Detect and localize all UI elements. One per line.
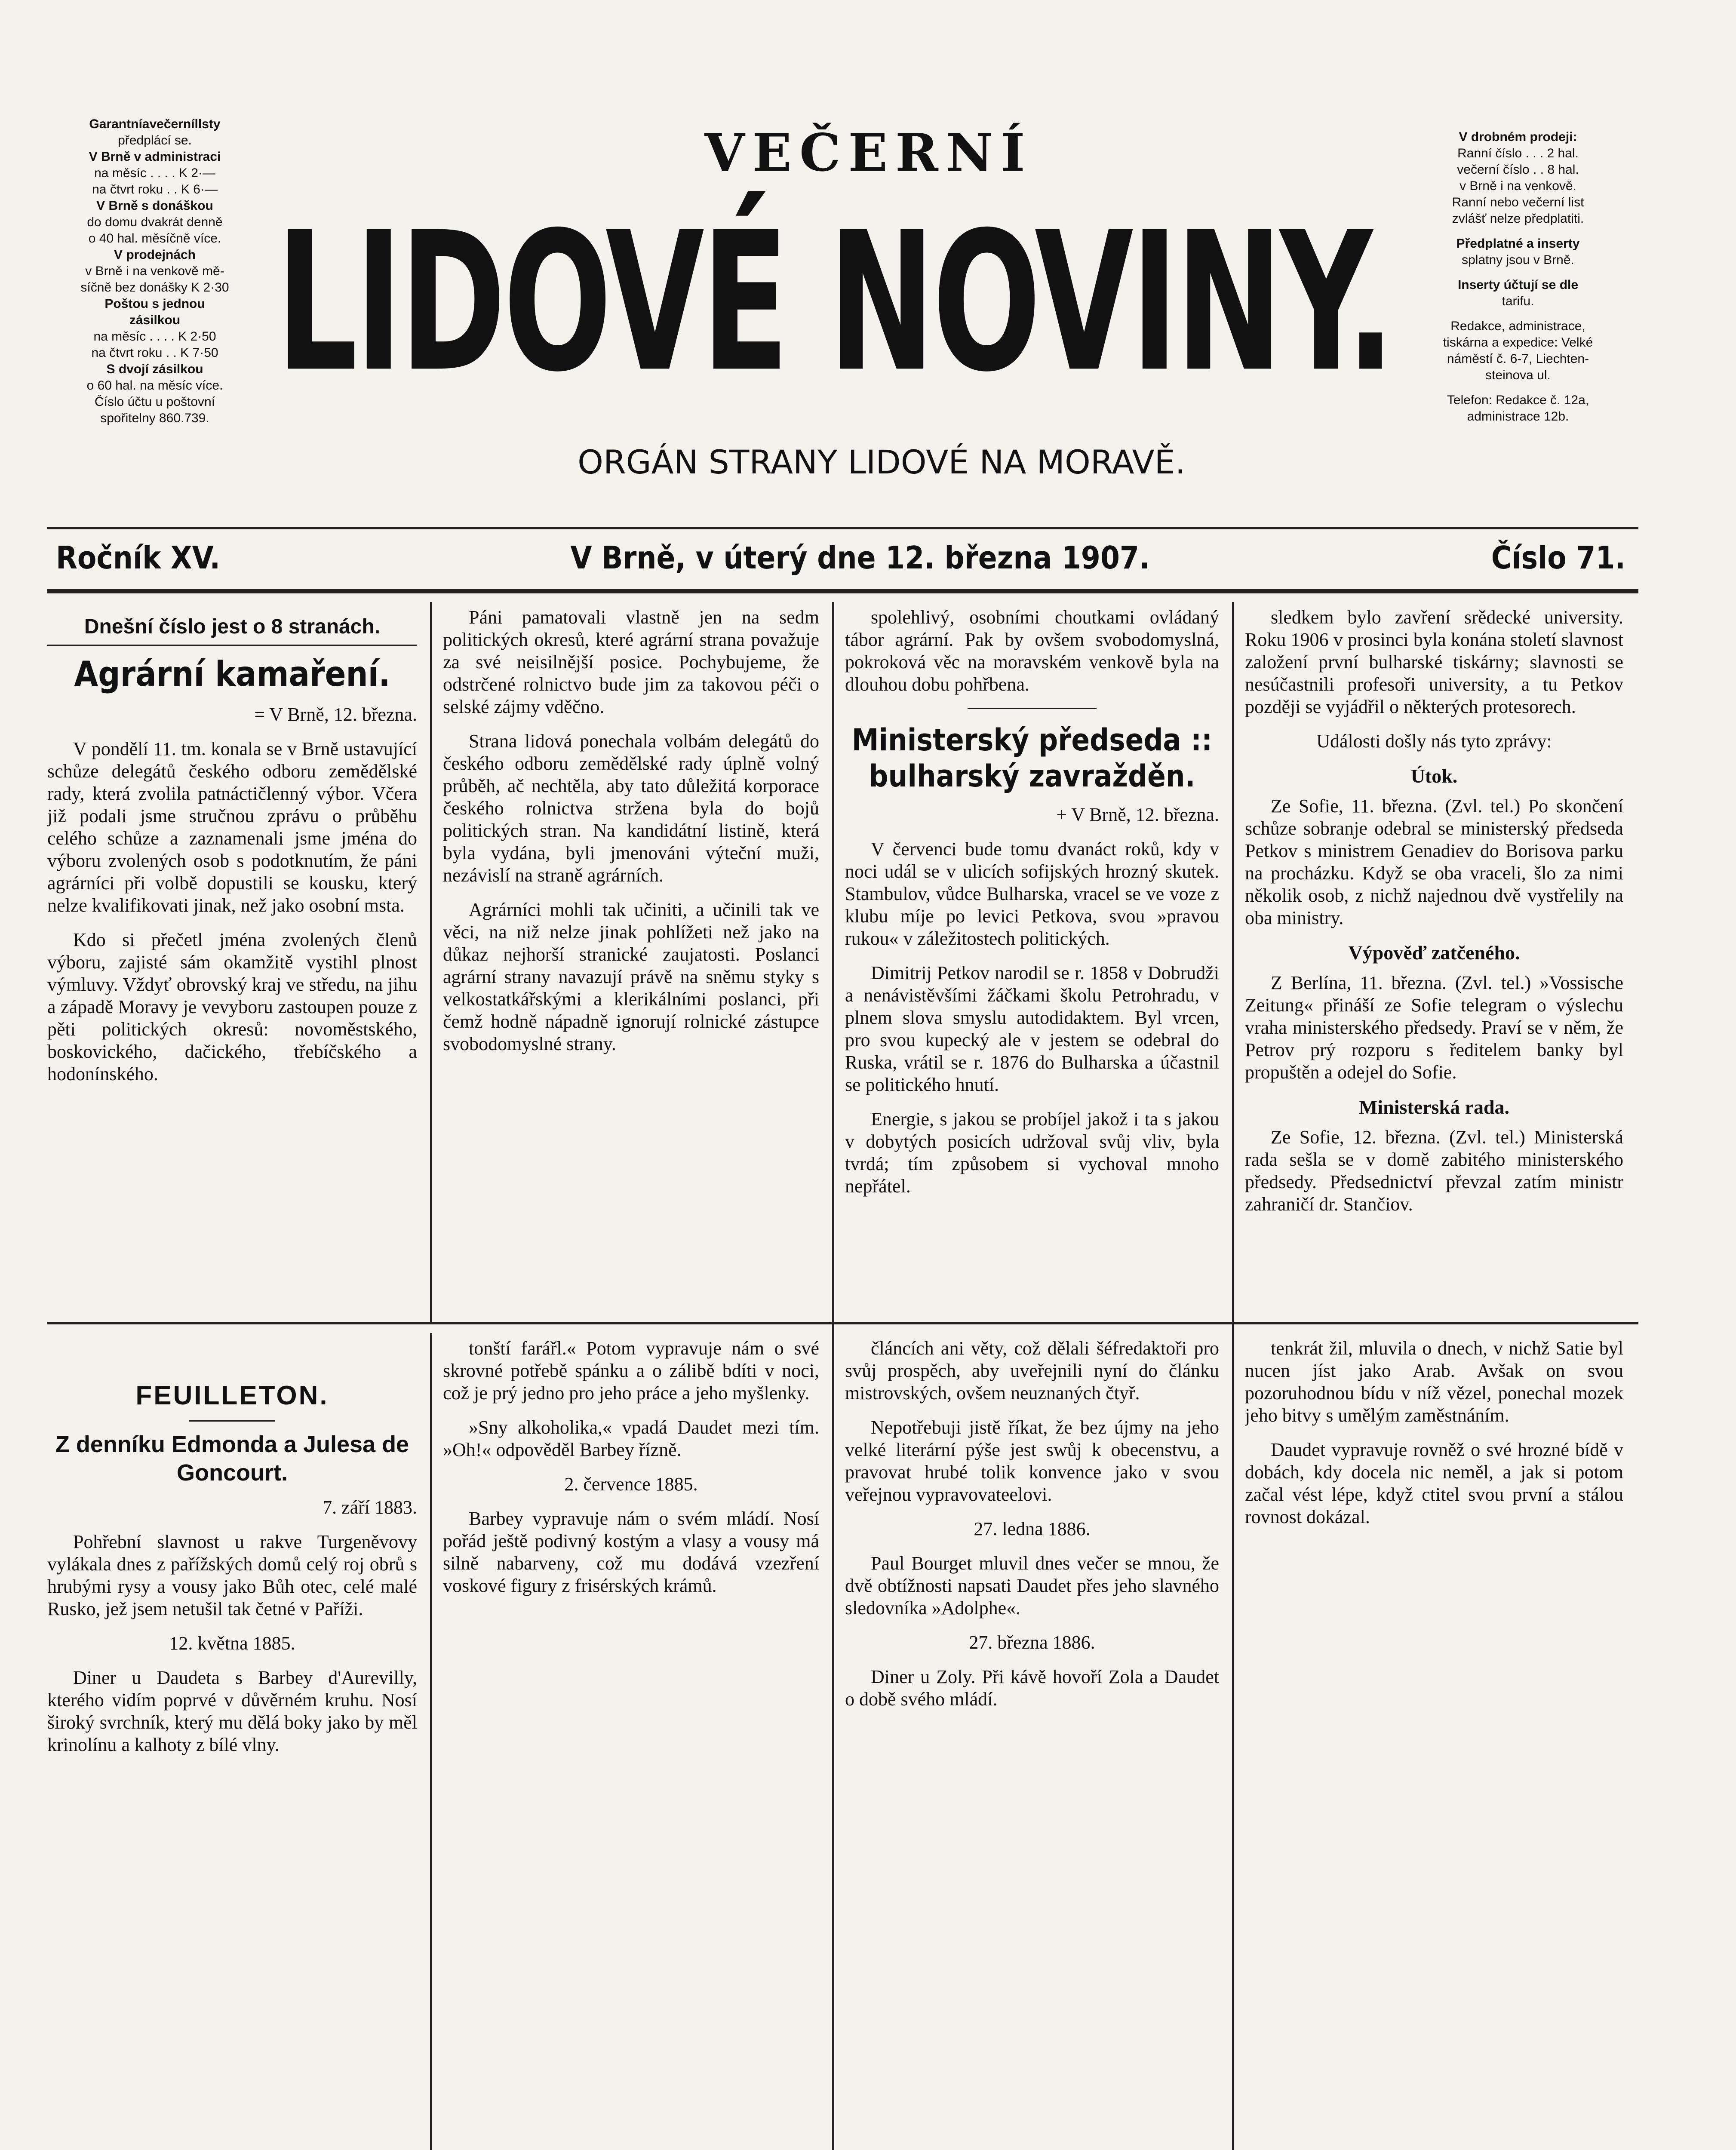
paragraph: Strana lidová ponechala volbám delegátů do českého odboru zemědělské rady úplně volný průběh, ač nechtěla, aby tato důležitá korporace českého rolnictva stržena byla do bojů politických stran. Na kandidátní listině, která byla vydána, byli jmenováni výteční muži, nezávislí na straně agrárních. xyxy=(443,731,819,886)
price-line: Předplatné a inserty xyxy=(1456,236,1580,251)
paragraph: tenkrát žil, mluvila o dnech, v nichž Satie byl nucen jíst jako Arab. Avšak on svou pozoruhodnou bídu v níž vězel, ponechal mozek jeho bitvy s umělým zaměstnáním. xyxy=(1245,1338,1623,1426)
column-rule xyxy=(832,602,834,2150)
paragraph: »Sny alkoholika,« vpadá Daudet mezi tím. »Oh!« odpověděl Barbey řízně. xyxy=(443,1417,819,1460)
feuilleton-title: Z denníku Edmonda a Julesa de Goncourt. xyxy=(55,1431,409,1486)
price-line: Ranní číslo . . . 2 hal. xyxy=(1457,146,1579,160)
paragraph: Diner u Daudeta s Barbey d'Aurevilly, kterého vidím poprvé v důvěrném kruhu. Nosí široký svrchník, který mu dělá boky jako by měl krinolínu a kalhoty z bílé vlny. xyxy=(47,1667,417,1755)
masthead-subtitle: ORGÁN STRANY LIDOVÉ NA MORAVĚ. xyxy=(578,443,1186,481)
price-line: V drobném prodeji: xyxy=(1459,130,1577,144)
paragraph: V červenci bude tomu dvanáct roků, kdy v noci udál se v ulicích sofijských hrozný skutek. Stambulov, vůdce Bulharska, vracel se ve voze z klubu míje po levici Petkova, svou »pravou rukou« v záležitostech politických. xyxy=(845,838,1219,949)
article-headline: Agrární kamaření. xyxy=(74,654,390,694)
sub-line: Garantníavečerníllsty xyxy=(89,117,221,131)
entry-date: 2. července 1885. xyxy=(564,1474,698,1495)
price-line: náměstí č. 6-7, Liechten- xyxy=(1447,352,1589,366)
sub-line: v Brně i na venkově mě- xyxy=(85,264,224,278)
price-line: Inserty účtují se dle xyxy=(1457,278,1579,292)
paragraph: Diner u Zoly. Při kávě hovoří Zola a Daudet o době svého mládí. xyxy=(845,1666,1219,1710)
paragraph: V pondělí 11. tm. konala se v Brně ustavující schůze delegátů českého odboru zemědělské rady, která zvolila patnáctičlenný výbor. Včera již podali jsme stručnou zprávu o průběhu celého schůze a zaznamenali jsme jména do výboru zvolených osob s podotknutím, že páni agrárníci při volbě dopustili se kousku, který nelze kvalifikovati jinak, než jako osobní msta. xyxy=(47,738,417,916)
paragraph: sledkem bylo zavření srědecké university. Roku 1906 v prosinci byla konána století slavnost založení první bulharské tiskárny; slavnosti se nesúčastnili profesoři university, a tu Petkov později se vyjádřil o některých protesorech. xyxy=(1245,607,1623,717)
subheading: Útok. xyxy=(1410,765,1458,787)
issue-number: Číslo 71. xyxy=(1491,540,1625,576)
masthead-title: LIDOVÉ NOVINY. xyxy=(276,191,1392,414)
divider xyxy=(189,1420,275,1422)
feuilleton-column-2 xyxy=(443,1337,819,2150)
price-line: Telefon: Redakce č. 12a, xyxy=(1447,393,1589,407)
entry-date: 27. ledna 1886. xyxy=(974,1518,1091,1539)
entry-date: 12. května 1885. xyxy=(169,1633,295,1654)
sub-line: na měsíc . . . . K 2·— xyxy=(94,166,215,180)
paragraph: Barbey vypravuje nám o svém mládí. Nosí pořád ještě podivný kostým a vlasy a vousy má silně nabarveny, což mu dodává vzezření voskové figury z frisérských krámů. xyxy=(443,1508,819,1596)
column-3 xyxy=(845,606,1219,1312)
price-line: zvlášť nelze předplatiti. xyxy=(1452,212,1584,226)
paragraph: Pohřební slavnost u rakve Turgeněvovy vylákala dnes z pařížských domů celý roj obrů s hrubými rysy a vousy jako Bůh otec, celé malé Rusko, jež jsem netušil tak četné v Paříži. xyxy=(47,1531,417,1619)
column-rule xyxy=(1232,602,1234,2150)
price-line: tarifu. xyxy=(1502,294,1534,308)
rule xyxy=(47,589,1638,593)
report-label: Události došly nás tyto zprávy: xyxy=(1316,731,1552,752)
sub-line: Poštou s jednou xyxy=(104,297,205,311)
sub-line: do domu dvakrát denně xyxy=(87,215,223,229)
issue-date: V Brně, v úterý dne 12. března 1907. xyxy=(570,540,1150,576)
paragraph: spolehlivý, osobními choutkami ovládaný tábor agrární. Pak by ovšem svobodomyslná, pokroková věc na moravském venkově byla na dlouhou dobu pohřbena. xyxy=(845,607,1219,695)
sub-line: Číslo účtu u poštovní xyxy=(94,395,215,409)
sub-line: V prodejnách xyxy=(114,248,196,262)
paragraph: článcích ani věty, což dělali šéfredaktoři pro svůj prospěch, aby uveřejnili nyní do článku mistrovských, ovšem neuznaných čtyř. xyxy=(845,1338,1219,1404)
article-headline: Ministerský předseda :: bulharský zavražděn. xyxy=(851,722,1213,794)
byline: = V Brně, 12. března. xyxy=(254,704,417,725)
price-line: Redakce, administrace, xyxy=(1450,319,1585,333)
paragraph: Páni pamatovali vlastně jen na sedm politických okresů, které agrární strana považuje za své neisilnější posice. Pochybujeme, že odstrčené rolnictvo bude jim za takovou péči o selské zájmy vděčno. xyxy=(443,607,819,717)
paragraph: Daudet vypravuje rovněž o své hrozné bídě v dobách, kdy docela nic neměl, a jak si potom začal vést lépe, když ctitel svou první a stálou rovnost dokázal. xyxy=(1245,1439,1623,1527)
sub-line: zásilkou xyxy=(129,313,181,327)
price-info xyxy=(1393,129,1643,425)
price-line: steinova ul. xyxy=(1485,368,1551,382)
rule xyxy=(47,527,1638,529)
paragraph: Ze Sofie, 12. března. (Zvl. tel.) Ministerská rada sešla se v domě zabitého ministerského předsedy. Předsednictví převzal zatím ministr zahraničí dr. Stančiov. xyxy=(1245,1127,1623,1215)
notice-headline: Dnešní číslo jest o 8 stranách. xyxy=(47,615,417,646)
subheading: Ministerská rada. xyxy=(1358,1096,1510,1118)
paragraph: Agrárníci mohli tak učiniti, a učinili tak ve věci, na niž nelze jinak pohlížeti než jako na důkaz nejhorší stranické zaujatosti. Poslanci agrární strany navazují právě na sněmu styky s velkostatkářskými a klerikálními poslanci, při čemž hodně nápadně ignorují rolnické zástupce svobodomyslné strany. xyxy=(443,899,819,1054)
feuilleton-column-3 xyxy=(845,1337,1219,2150)
entry-date: 7. září 1883. xyxy=(323,1497,417,1518)
sub-line: V Brně v administraci xyxy=(89,150,221,164)
sub-line: spořitelny 860.739. xyxy=(100,411,209,425)
volume-number: Ročník XV. xyxy=(56,540,221,576)
column-1 xyxy=(47,606,417,1312)
masthead-top: VEČERNÍ xyxy=(704,123,1033,183)
sub-line: S dvojí zásilkou xyxy=(106,362,203,376)
price-line: Ranní nebo večerní list xyxy=(1452,195,1584,209)
divider xyxy=(968,708,1097,709)
column-4 xyxy=(1245,606,1623,1312)
feuilleton-label: FEUILLETON. xyxy=(135,1381,329,1410)
paragraph: Nepotřebuji jistě říkat, že bez újmy na jeho velké literární pýše jest swůj k obecenstvu, a pravovat hrubé tolik konvence jako v svou veřejnou vypravovateelovi. xyxy=(845,1417,1219,1505)
sub-line: na měsíc . . . . K 2·50 xyxy=(93,329,216,344)
paragraph: Ze Sofie, 11. března. (Zvl. tel.) Po skončení schůze sobranje odebral se ministerský předseda Petkov s ministrem Genadiev do Borisova parku na procházku. Když se oba vraceli, šlo za nimi několik osob, z nichž najednou dvě vystřelily na oba ministry. xyxy=(1245,796,1623,928)
price-line: tiskárna a expedice: Velké xyxy=(1443,335,1593,350)
price-line: administrace 12b. xyxy=(1467,409,1569,424)
feuilleton-column-4 xyxy=(1245,1337,1623,2150)
column-2 xyxy=(443,606,819,1312)
column-rule xyxy=(430,1333,432,2150)
feuilleton-rule xyxy=(47,1322,1638,1324)
price-line: v Brně i na venkově. xyxy=(1459,179,1576,193)
paragraph: Energie, s jakou se probíjel jakož i ta s jakou v dobytých posicích udržoval svůj vliv, byla tvrdá; tím způsobem si vychoval mnoho nepřátel. xyxy=(845,1109,1219,1197)
sub-line: předplácí se. xyxy=(118,133,192,147)
paragraph: Dimitrij Petkov narodil se r. 1858 v Dobrudži a nenávistěvšími žáčkami školu Petrohradu, v plnem slova smyslu autodidaktem. Byl vrcen, pro svou kupecký ale v jestem se odebral do Ruska, vrátil se r. 1876 do Bulharska a účastnil se politického hnutí. xyxy=(845,962,1219,1095)
paragraph: Z Berlína, 11. března. (Zvl. tel.) »Vossische Zeitung« přináší ze Sofie telegram o výslechu vraha ministerského předsedy. Praví se v něm, že Petrov prý rozporu s ředitelem banky byl propuštěn a odejel do Sofie. xyxy=(1245,972,1623,1083)
paragraph: Paul Bourget mluvil dnes večer se mnou, že dvě obtížnosti napsati Daudet přes jeho slavného sledovníka »Adolphe«. xyxy=(845,1553,1219,1619)
column-rule xyxy=(430,602,432,1324)
byline: + V Brně, 12. března. xyxy=(1056,804,1219,825)
price-line: večerní číslo . . 8 hal. xyxy=(1457,163,1579,177)
subscription-info xyxy=(43,116,267,427)
sub-line: síčně bez donášky K 2·30 xyxy=(80,280,229,295)
paragraph: tonští farářl.« Potom vypravuje nám o své skrovné potřebě spánku a o zálibě bdíti v noci, což je prý jedno pro jeho práce a jeho myšlenky. xyxy=(443,1338,819,1404)
entry-date: 27. března 1886. xyxy=(969,1632,1095,1653)
feuilleton-column-1 xyxy=(47,1337,417,2150)
sub-line: V Brně s donáškou xyxy=(96,199,213,213)
sub-line: na čtvrt roku . . K 7·50 xyxy=(91,346,218,360)
sub-line: o 60 hal. na měsíc více. xyxy=(86,378,223,393)
paragraph: Kdo si přečetl jména zvolených členů výboru, zajisté sám okamžitě vystihl plnost výmluvy. Vždyť obrovský kraj ve středu, na jihu a západě Moravy je vevyboru zastoupen pouze z pěti politických okresů: novoměstského, boskovického, dačického, třebíčského a hodonínského. xyxy=(47,929,417,1084)
sub-line: na čtvrt roku . . K 6·— xyxy=(92,182,218,197)
subheading: Výpověď zatčeného. xyxy=(1348,942,1520,964)
sub-line: o 40 hal. měsíčně více. xyxy=(88,231,221,246)
price-line: splatny jsou v Brně. xyxy=(1462,253,1574,267)
